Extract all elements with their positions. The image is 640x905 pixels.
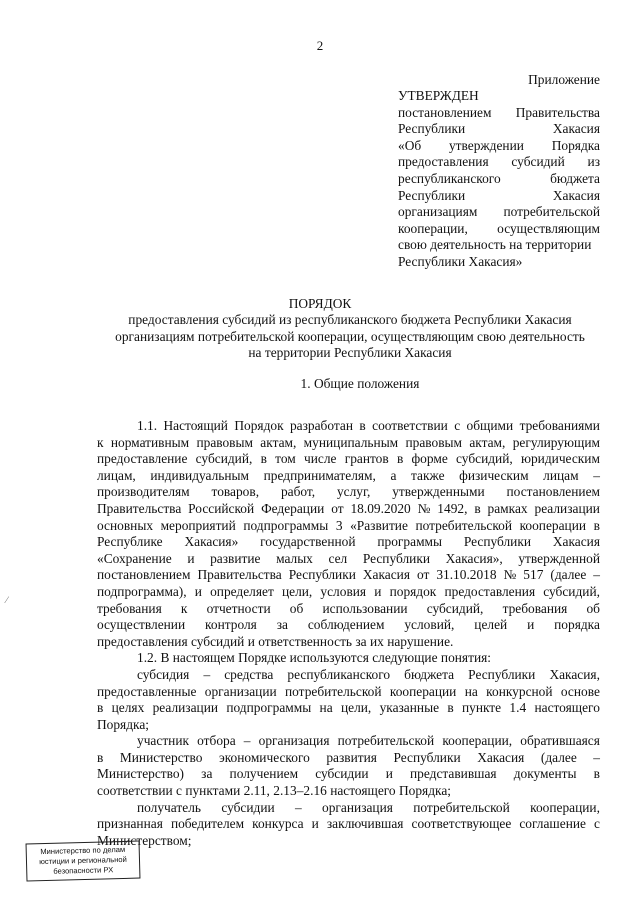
document-subtitle: [90, 312, 610, 362]
body-line: предоставление субсидий, в том числе грантов в форме субсидий, юридическим: [97, 451, 600, 467]
body-line: Порядка;: [97, 716, 149, 732]
body-line: 1.1. Настоящий Порядок разработан в соответствии с общими требованиями: [137, 418, 600, 433]
body-line: осуществлении контроля за соблюдением условий, целей и порядка: [97, 617, 600, 633]
body-line: «Сохранение и развитие малых сел Республики Хакасия», утвержденной: [97, 550, 600, 566]
body-line: требования к отчетности об использовании субсидий, требования об: [97, 600, 600, 616]
stamp-line: Министерство по делам: [40, 844, 126, 857]
approval-word: Хакасия: [552, 187, 600, 203]
approval-word: Республики: [398, 121, 466, 137]
document-title: ПОРЯДОК: [288, 296, 352, 311]
body-line: Республике Хакасия» государственной программы Республики Хакасия: [97, 534, 600, 550]
approval-word: из: [587, 154, 600, 170]
approval-word: бюджета: [550, 170, 600, 186]
subtitle-line: организациям потребительской кооперации, осуществляющим свою деятельность: [115, 328, 585, 344]
body-line: Министерством;: [97, 832, 192, 848]
stamp-line: безопасности РХ: [53, 865, 114, 876]
approval-line: [398, 138, 600, 155]
approval-lines: [398, 105, 600, 271]
body-line: признанная победителем конкурса и заключившая соответствующее соглашение с: [97, 816, 600, 832]
section-heading: 1. Общие положения: [300, 376, 420, 391]
approval-word: Порядка: [551, 137, 600, 153]
approval-line: [398, 121, 600, 138]
approval-line: [398, 171, 600, 188]
stamp-line: юстиции и региональной: [39, 854, 127, 867]
approval-line: [398, 188, 600, 205]
body-line: субсидия – средства республиканского бюджета Республики Хакасия,: [137, 666, 600, 682]
body-line: подпрограмма), и определяет цели, условия и порядок предоставления субсидий,: [97, 583, 600, 599]
body-line: лицам, индивидуальным предпринимателям, а также физическим лицам –: [97, 467, 600, 483]
approval-word: Правительства: [515, 104, 600, 120]
approval-word: организациям: [398, 204, 478, 220]
body-line: основных мероприятий подпрограммы 3 «Развитие потребительской кооперации в: [97, 517, 600, 533]
body-line: производителям товаров, работ, услуг, утвержденными постановлением: [97, 484, 600, 500]
approval-block: [398, 88, 600, 271]
body-line: получатель субсидии – организация потребительской кооперации,: [137, 799, 600, 815]
body-line: в Министерство экономического развития Республики Хакасия (далее –: [97, 749, 600, 765]
approval-word: «Об: [398, 137, 422, 153]
approval-word: осуществляющим: [497, 220, 600, 236]
approval-word: утверждении: [448, 137, 524, 153]
appendix-label: Приложение: [528, 72, 600, 87]
approval-word: республиканского: [398, 170, 501, 186]
approval-word: кооперации,: [398, 220, 468, 236]
body-line: предоставленные организации потребительской кооперации на конкурсной основе: [97, 683, 600, 699]
approval-word: свою деятельность на территории: [398, 237, 592, 253]
body-line: в целях реализации подпрограммы на цели, указанные в пункте 1.4 настоящего: [97, 700, 600, 716]
margin-mark: ⁄: [6, 595, 8, 605]
approval-word: предоставления: [398, 154, 489, 170]
approval-line: [398, 254, 600, 271]
body-line: предоставления субсидий и ответственность за их нарушение.: [97, 633, 454, 649]
approval-word: Хакасия: [552, 121, 600, 137]
subtitle-line: на территории Республики Хакасия: [248, 345, 452, 361]
body-line: 1.2. В настоящем Порядке используются следующие понятия:: [137, 650, 491, 666]
approval-word: постановлением: [398, 104, 492, 120]
approval-line: [398, 154, 600, 171]
body-line: к нормативным правовым актам, муниципальным правовым актам, регулирующим: [97, 434, 600, 450]
approval-line: [398, 105, 600, 122]
subtitle-line: предоставления субсидий из республиканского бюджета Республики Хакасия: [128, 312, 572, 327]
body-line: постановлением Правительства Республики Хакасия от 31.10.2018 № 517 (далее –: [97, 567, 600, 583]
approval-word: потребительской: [503, 204, 600, 220]
approved-heading: УТВЕРЖДЕН: [398, 88, 479, 103]
body-text: [97, 418, 600, 849]
approval-line: [398, 237, 600, 254]
approval-word: Республики Хакасия»: [398, 253, 523, 269]
body-line: соответствии с пунктами 2.11, 2.13–2.16 настоящего Порядка;: [97, 783, 451, 799]
approval-word: Республики: [398, 187, 466, 203]
body-line: Правительства Российской Федерации от 18.09.2020 № 1492, в рамках реализации: [97, 500, 600, 516]
body-line: Министерство) за получением субсидии и представившая документы в: [97, 766, 600, 782]
body-line: участник отбора – организация потребительской кооперации, обратившаяся: [137, 733, 600, 749]
registration-stamp: [26, 841, 141, 882]
approval-word: субсидий: [511, 154, 565, 170]
approval-line: [398, 221, 600, 238]
approval-line: [398, 204, 600, 221]
page-number: 2: [316, 38, 324, 53]
